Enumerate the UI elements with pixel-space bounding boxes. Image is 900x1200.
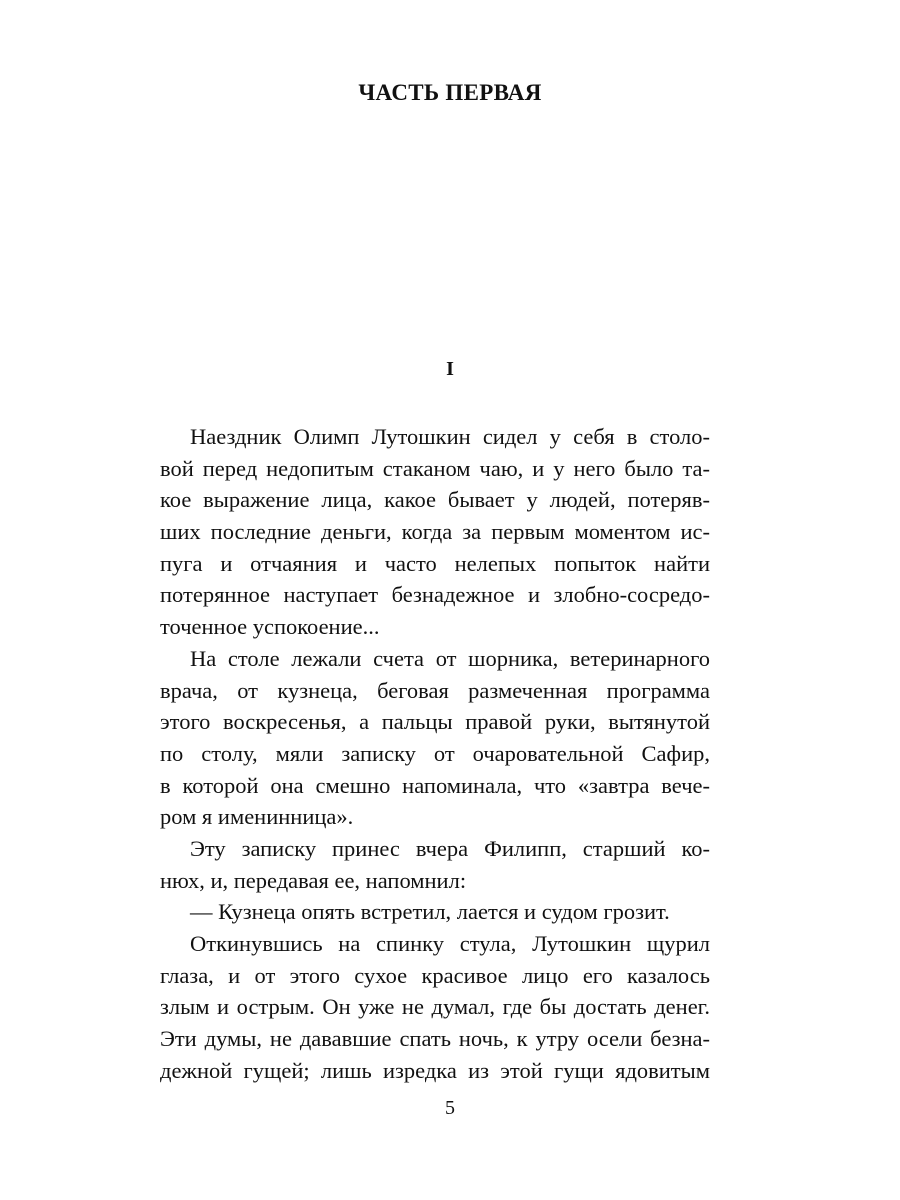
page-number: 5	[445, 1097, 455, 1119]
text-line: злым и острым. Он уже не думал, где бы достать денег.	[160, 994, 710, 1020]
text-line: в которой она смешно напоминала, что «завтра вече-	[160, 772, 710, 798]
text-line: — Кузнеца опять встретил, лается и судом грозит.	[190, 899, 670, 925]
text-line: пуга и отчаяния и часто нелепых попыток найти	[160, 550, 710, 576]
text-line: Эти думы, не дававшие спать ночь, к утру осели безна-	[160, 1026, 710, 1052]
part-title: ЧАСТЬ ПЕРВАЯ	[358, 80, 542, 105]
text-line: кое выражение лица, какое бывает у людей, потеряв-	[160, 487, 710, 513]
text-line: по столу, мяли записку от очаровательной Сафир,	[160, 740, 710, 766]
text-line: этого воскресенья, а пальцы правой руки, вытянутой	[160, 709, 710, 735]
text-line: Откинувшись на спинку стула, Лутошкин щурил	[190, 931, 710, 956]
text-line: потерянное наступает безнадежное и злобно-сосредо-	[160, 582, 710, 608]
text-line: На столе лежали счета от шорника, ветеринарного	[190, 645, 710, 671]
text-line: Эту записку принес вчера Филипп, старший ко-	[190, 835, 710, 861]
text-line: врача, от кузнеца, беговая размеченная программа	[160, 677, 710, 703]
text-line: Наездник Олимп Лутошкин сидел у себя в столо-	[190, 424, 710, 449]
text-line: вой перед недопитым стаканом чаю, и у него было та-	[160, 455, 710, 481]
chapter-number: I	[446, 358, 454, 380]
text-line: глаза, и от этого сухое красивое лицо его казалось	[160, 962, 710, 988]
text-line: дежной гущей; лишь изредка из этой гущи ядовитым	[160, 1057, 710, 1083]
body-text	[160, 421, 710, 1086]
text-line: ших последние деньги, когда за первым моментом ис-	[160, 519, 710, 545]
text-line: нюх, и, передавая ее, напомнил:	[160, 867, 467, 893]
text-line: ром я именинница».	[160, 804, 354, 830]
text-line: точенное успокоение...	[160, 614, 380, 640]
